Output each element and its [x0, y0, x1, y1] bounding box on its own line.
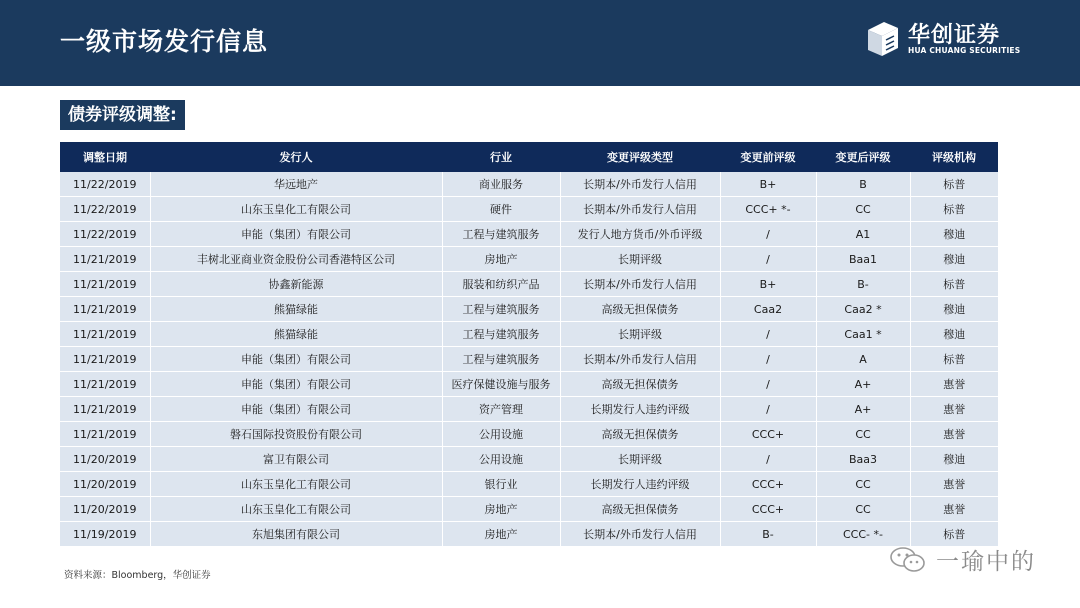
cell-rating-after: B [816, 172, 910, 197]
cell-industry: 商业服务 [442, 172, 560, 197]
cell-date: 11/20/2019 [60, 472, 150, 497]
cell-rating-type: 长期发行人违约评级 [560, 397, 720, 422]
cell-rating-type: 高级无担保债务 [560, 372, 720, 397]
table-row [60, 347, 998, 372]
cell-rating-before: B+ [720, 172, 816, 197]
cell-rating-before: CCC+ [720, 472, 816, 497]
page-title: 一级市场发行信息 [60, 27, 269, 56]
column-header-agency: 评级机构 [910, 142, 998, 172]
cell-rating-after: A+ [816, 397, 910, 422]
watermark [888, 543, 1048, 577]
cell-issuer: 富卫有限公司 [150, 447, 442, 472]
cell-rating-before: Caa2 [720, 297, 816, 322]
cell-agency: 标普 [910, 347, 998, 372]
column-header-rating-before: 变更前评级 [720, 142, 816, 172]
cell-industry: 服装和纺织产品 [442, 272, 560, 297]
cell-rating-type: 长期本/外币发行人信用 [560, 522, 720, 547]
cell-rating-before: / [720, 347, 816, 372]
table-row [60, 297, 998, 322]
cell-agency: 惠誉 [910, 372, 998, 397]
cell-rating-before: CCC+ *- [720, 197, 816, 222]
cell-issuer: 协鑫新能源 [150, 272, 442, 297]
rating-change-table [60, 142, 998, 547]
cell-rating-type: 长期本/外币发行人信用 [560, 172, 720, 197]
cell-issuer: 熊猫绿能 [150, 322, 442, 347]
cell-industry: 房地产 [442, 247, 560, 272]
table-row [60, 197, 998, 222]
cell-rating-type: 长期本/外币发行人信用 [560, 197, 720, 222]
cell-rating-after: CC [816, 197, 910, 222]
cell-industry: 银行业 [442, 472, 560, 497]
cell-rating-before: / [720, 222, 816, 247]
cell-rating-after: Baa1 [816, 247, 910, 272]
cell-rating-after: Caa2 * [816, 297, 910, 322]
cell-date: 11/21/2019 [60, 397, 150, 422]
header-bar [0, 0, 1080, 86]
table-body [60, 172, 998, 547]
cell-date: 11/22/2019 [60, 197, 150, 222]
cell-date: 11/21/2019 [60, 422, 150, 447]
cell-date: 11/21/2019 [60, 247, 150, 272]
table-row [60, 272, 998, 297]
cell-agency: 标普 [910, 272, 998, 297]
cell-rating-type: 高级无担保债务 [560, 422, 720, 447]
cell-issuer: 申能（集团）有限公司 [150, 397, 442, 422]
cell-industry: 房地产 [442, 497, 560, 522]
cube-logo-icon [864, 20, 902, 58]
cell-date: 11/19/2019 [60, 522, 150, 547]
column-header-issuer: 发行人 [150, 142, 442, 172]
table-row [60, 372, 998, 397]
logo-name-cn: 华创证券 [908, 23, 1001, 48]
cell-issuer: 丰树北亚商业资金股份公司香港特区公司 [150, 247, 442, 272]
cell-rating-type: 高级无担保债务 [560, 497, 720, 522]
cell-rating-after: A [816, 347, 910, 372]
cell-rating-type: 长期评级 [560, 322, 720, 347]
cell-rating-type: 长期本/外币发行人信用 [560, 272, 720, 297]
cell-issuer: 山东玉皇化工有限公司 [150, 197, 442, 222]
cell-rating-type: 长期评级 [560, 447, 720, 472]
cell-issuer: 山东玉皇化工有限公司 [150, 472, 442, 497]
table-row [60, 222, 998, 247]
cell-rating-after: B- [816, 272, 910, 297]
cell-agency: 穆迪 [910, 322, 998, 347]
table-row [60, 322, 998, 347]
cell-issuer: 磐石国际投资股份有限公司 [150, 422, 442, 447]
cell-rating-after: Baa3 [816, 447, 910, 472]
cell-rating-after: CC [816, 497, 910, 522]
cell-rating-type: 长期评级 [560, 247, 720, 272]
table-row [60, 447, 998, 472]
section-label: 债券评级调整: [60, 100, 185, 130]
cell-agency: 标普 [910, 172, 998, 197]
cell-industry: 工程与建筑服务 [442, 347, 560, 372]
cell-industry: 工程与建筑服务 [442, 222, 560, 247]
cell-rating-after: Caa1 * [816, 322, 910, 347]
cell-date: 11/22/2019 [60, 172, 150, 197]
logo-name-en: HUA CHUANG SECURITIES [908, 46, 1021, 55]
cell-rating-before: / [720, 247, 816, 272]
cell-issuer: 山东玉皇化工有限公司 [150, 497, 442, 522]
table-row [60, 247, 998, 272]
cell-date: 11/20/2019 [60, 447, 150, 472]
cell-rating-type: 长期发行人违约评级 [560, 472, 720, 497]
cell-rating-before: CCC+ [720, 422, 816, 447]
cell-agency: 惠誉 [910, 497, 998, 522]
cell-issuer: 申能（集团）有限公司 [150, 372, 442, 397]
cell-industry: 工程与建筑服务 [442, 297, 560, 322]
table-header-row [60, 142, 998, 172]
cell-industry: 房地产 [442, 522, 560, 547]
watermark-text: 一瑜中的 [936, 549, 1036, 575]
table-row [60, 422, 998, 447]
cell-rating-after: A1 [816, 222, 910, 247]
cell-rating-before: B- [720, 522, 816, 547]
company-logo [864, 20, 1024, 64]
cell-rating-before: / [720, 397, 816, 422]
cell-industry: 硬件 [442, 197, 560, 222]
cell-issuer: 申能（集团）有限公司 [150, 222, 442, 247]
cell-rating-before: / [720, 372, 816, 397]
cell-issuer: 熊猫绿能 [150, 297, 442, 322]
wechat-icon [888, 545, 928, 575]
cell-issuer: 华远地产 [150, 172, 442, 197]
cell-date: 11/22/2019 [60, 222, 150, 247]
cell-rating-after: CC [816, 472, 910, 497]
table-row [60, 472, 998, 497]
cell-rating-before: / [720, 447, 816, 472]
cell-date: 11/21/2019 [60, 372, 150, 397]
cell-rating-after: CC [816, 422, 910, 447]
cell-date: 11/21/2019 [60, 272, 150, 297]
table-row [60, 397, 998, 422]
table-row [60, 172, 998, 197]
cell-agency: 穆迪 [910, 447, 998, 472]
cell-rating-after: CCC- *- [816, 522, 910, 547]
cell-rating-type: 发行人地方货币/外币评级 [560, 222, 720, 247]
cell-date: 11/21/2019 [60, 322, 150, 347]
cell-agency: 惠誉 [910, 422, 998, 447]
cell-industry: 资产管理 [442, 397, 560, 422]
column-header-industry: 行业 [442, 142, 560, 172]
column-header-date: 调整日期 [60, 142, 150, 172]
cell-agency: 穆迪 [910, 247, 998, 272]
cell-rating-before: B+ [720, 272, 816, 297]
source-note: 资料来源：Bloomberg，华创证券 [64, 570, 211, 581]
cell-issuer: 东旭集团有限公司 [150, 522, 442, 547]
cell-date: 11/21/2019 [60, 347, 150, 372]
cell-agency: 惠誉 [910, 397, 998, 422]
column-header-rating-type: 变更评级类型 [560, 142, 720, 172]
cell-rating-type: 长期本/外币发行人信用 [560, 347, 720, 372]
cell-rating-after: A+ [816, 372, 910, 397]
cell-date: 11/21/2019 [60, 297, 150, 322]
column-header-rating-after: 变更后评级 [816, 142, 910, 172]
cell-rating-type: 高级无担保债务 [560, 297, 720, 322]
cell-date: 11/20/2019 [60, 497, 150, 522]
cell-agency: 穆迪 [910, 297, 998, 322]
cell-agency: 标普 [910, 522, 998, 547]
cell-rating-before: CCC+ [720, 497, 816, 522]
table-row [60, 497, 998, 522]
cell-industry: 公用设施 [442, 447, 560, 472]
cell-agency: 穆迪 [910, 222, 998, 247]
cell-issuer: 申能（集团）有限公司 [150, 347, 442, 372]
cell-rating-before: / [720, 322, 816, 347]
cell-industry: 医疗保健设施与服务 [442, 372, 560, 397]
cell-industry: 公用设施 [442, 422, 560, 447]
cell-industry: 工程与建筑服务 [442, 322, 560, 347]
cell-agency: 惠誉 [910, 472, 998, 497]
cell-agency: 标普 [910, 197, 998, 222]
table-row [60, 522, 998, 547]
